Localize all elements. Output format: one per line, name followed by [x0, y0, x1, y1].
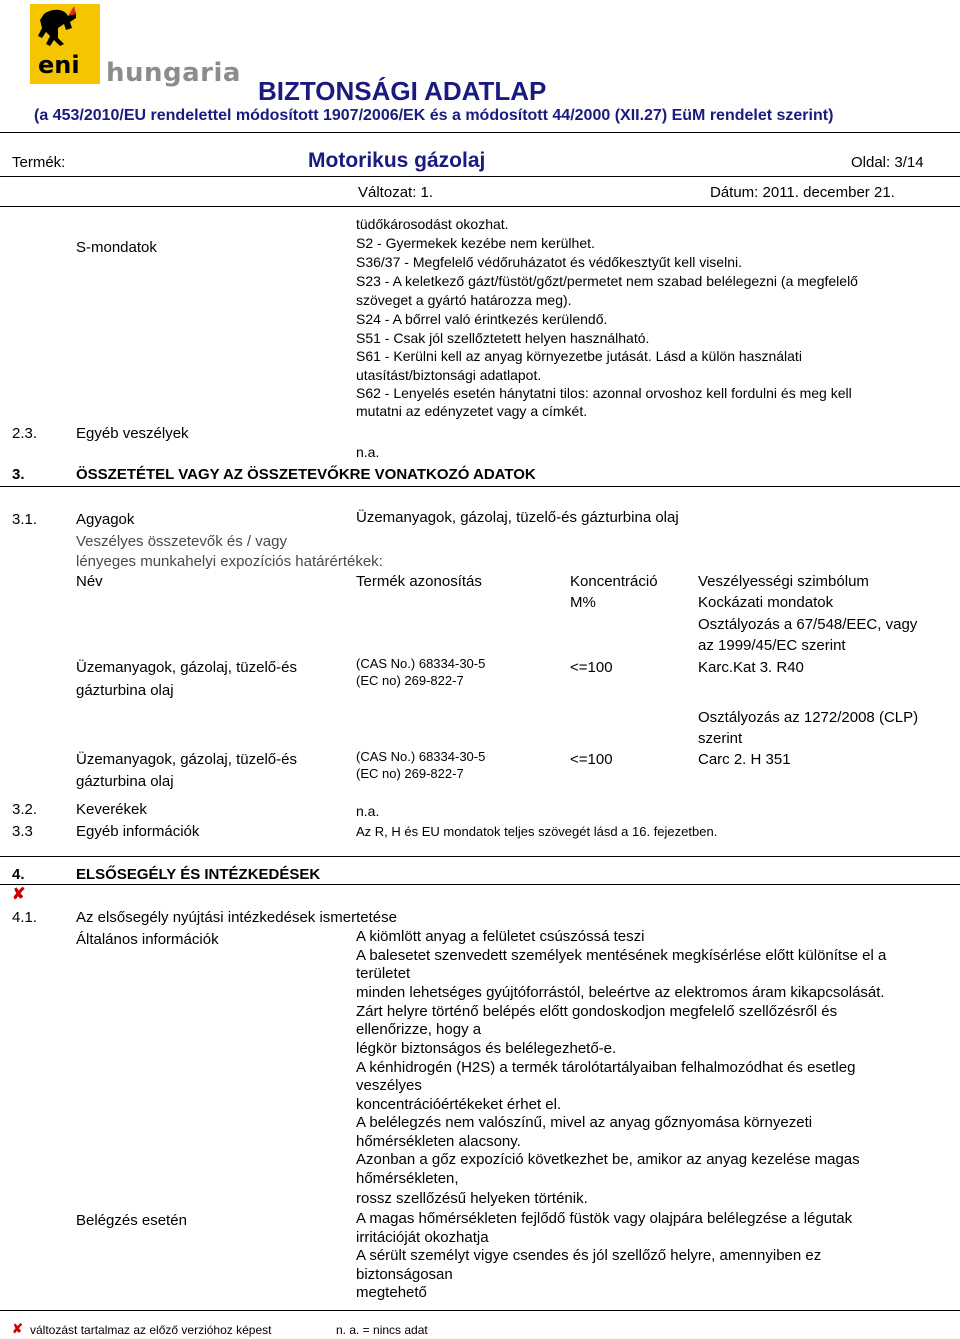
section-4-number: 4.: [12, 866, 25, 883]
footer-change-note: változást tartalmaz az előző verzióhoz képest: [30, 1323, 272, 1337]
general-info-line: hőmérsékleten alacsony.: [356, 1133, 521, 1150]
change-mark-icon: ✘: [12, 886, 26, 903]
section-4-rule-bottom: [0, 884, 960, 885]
concentration-value: <=100: [570, 751, 613, 768]
general-info-line: A kiömlött anyag a felületet csúszóssá teszi: [356, 928, 645, 945]
classification-clp-header: szerint: [698, 730, 743, 747]
eni-wordmark: eni: [38, 51, 80, 79]
section-4-rule-top: [0, 856, 960, 857]
s-phrase-line: S62 - Lenyelés esetén hánytatni tilos: azonnal orvoshoz kell fordulni és meg kell: [356, 385, 852, 401]
inhalation-line: biztonságosan: [356, 1266, 453, 1283]
s-phrases-label: S-mondatok: [76, 239, 157, 256]
other-hazards-label: Egyéb veszélyek: [76, 425, 189, 442]
eni-logo-mark: [30, 4, 100, 84]
product-label: Termék:: [12, 154, 66, 171]
s-phrase-line: tüdőkárosodást okozhat.: [356, 216, 509, 232]
section-4-title: ELSŐSEGÉLY ÉS INTÉZKEDÉSEK: [76, 866, 321, 883]
other-info-label: Egyéb információk: [76, 823, 200, 840]
concentration-value: <=100: [570, 659, 613, 676]
general-info-line: koncentrációértékeket érhet el.: [356, 1096, 562, 1113]
footer-change-mark-icon: ✘: [12, 1321, 23, 1336]
cas-number: (CAS No.) 68334-30-5: [356, 656, 486, 671]
inhalation-line: A magas hőmérsékleten fejlődő füstök vagy olajpára belélegzése a légutak: [356, 1210, 853, 1227]
section-3-number: 3.: [12, 466, 25, 483]
general-info-line: A kénhidrogén (H2S) a termék tárolótartályaiban felhalmozódhat és esetleg: [356, 1059, 856, 1076]
first-aid-measures-label: Az elsősegély nyújtási intézkedések ismertetése: [76, 909, 397, 926]
section-3-2-number: 3.2.: [12, 801, 38, 818]
general-info-label: Általános információk: [76, 931, 219, 948]
general-info-line: A balesetet szenvedett személyek mentésének megkísérlése előtt különítse el a: [356, 947, 887, 964]
substance-name: gázturbina olaj: [76, 682, 174, 699]
substance-name: Üzemanyagok, gázolaj, tüzelő-és: [76, 751, 297, 768]
cas-number: (CAS No.) 68334-30-5: [356, 749, 486, 764]
header-rule-top: [0, 132, 960, 133]
general-info-line: A belélegzés nem valószínű, mivel az anyag gőznyomása környezeti: [356, 1114, 813, 1131]
s-phrase-line: S24 - A bőrrel való érintkezés kerülendő.: [356, 311, 608, 327]
general-info-line: ellenőrizze, hogy a: [356, 1021, 482, 1038]
classification-value: Karc.Kat 3. R40: [698, 659, 804, 676]
column-header-name: Név: [76, 573, 103, 590]
s-phrase-line: mutatni az edényzetet vagy a címkét.: [356, 403, 588, 419]
ec-number: (EC no) 269-822-7: [356, 766, 464, 781]
header-rule-middle: [0, 176, 960, 177]
column-header-risk-phrases: Kockázati mondatok: [698, 594, 834, 611]
inhalation-line: irritációját okozhatja: [356, 1229, 489, 1246]
s-phrase-line: S61 - Kerülni kell az anyag környezetbe jutását. Lásd a külön használati: [356, 348, 802, 364]
footer-na-note: n. a. = nincs adat: [336, 1323, 428, 1337]
section-3-1-number: 3.1.: [12, 511, 38, 528]
mixtures-label: Keverékek: [76, 801, 147, 818]
substance-name: Üzemanyagok, gázolaj, tüzelő-és: [76, 659, 297, 676]
footer-rule: [0, 1310, 960, 1311]
date-label: Dátum: 2011. december 21.: [710, 184, 895, 201]
inhalation-label: Belégzés esetén: [76, 1212, 187, 1229]
ec-number: (EC no) 269-822-7: [356, 673, 464, 688]
section-3-3-number: 3.3: [12, 823, 33, 840]
substances-value: Üzemanyagok, gázolaj, tüzelő-és gázturbina olaj: [356, 509, 679, 526]
classification-clp-header: Osztályozás az 1272/2008 (CLP): [698, 709, 919, 726]
product-name: Motorikus gázolaj: [308, 149, 486, 172]
column-header-concentration-unit: M%: [570, 594, 596, 611]
general-info-line: minden lehetséges gyújtóforrástól, beleértve az elektromos áram kikapcsolását.: [356, 984, 885, 1001]
section-3-rule: [0, 486, 960, 487]
general-info-line: veszélyes: [356, 1077, 422, 1094]
document-title: BIZTONSÁGI ADATLAP: [258, 76, 547, 106]
section-4-1-number: 4.1.: [12, 909, 38, 926]
section-2-3-number: 2.3.: [12, 425, 38, 442]
logo-hungaria-text: hungaria: [106, 58, 241, 88]
s-phrase-line: S2 - Gyermekek kezébe nem kerülhet.: [356, 235, 595, 251]
regulation-subtitle: (a 453/2010/EU rendelettel módosított 1907/2006/EK és a módosított 44/2000 (XII.27) EüM rendelet szerint): [34, 107, 834, 124]
eni-hungaria-logo: [30, 4, 241, 98]
mixtures-value: n.a.: [356, 803, 380, 819]
hazard-intro-line: Veszélyes összetevők és / vagy: [76, 533, 287, 550]
column-header-identifier: Termék azonosítás: [356, 573, 482, 590]
version-label: Változat: 1.: [358, 184, 434, 201]
general-info-line: légkör biztonságos és belélegezhető-e.: [356, 1040, 617, 1057]
substances-label: Agyagok: [76, 511, 135, 528]
other-hazards-value: n.a.: [356, 444, 380, 460]
inhalation-line: megtehető: [356, 1284, 427, 1301]
hazard-intro-line: lényeges munkahelyi expozíciós határértékek:: [76, 553, 383, 570]
s-phrase-line: utasítást/biztonsági adatlapot.: [356, 367, 542, 383]
s-phrase-line: S51 - Csak jól szellőztetett helyen használható.: [356, 330, 650, 346]
general-info-line: hőmérsékleten,: [356, 1170, 459, 1187]
inhalation-line: A sérült személyt vigye csendes és jól szellőző helyre, amennyiben ez: [356, 1247, 822, 1264]
classification-eec-header: Osztályozás a 67/548/EEC, vagy: [698, 616, 918, 633]
classification-eec-header: az 1999/45/EC szerint: [698, 637, 846, 654]
general-info-line: rossz szellőzésű helyeken történik.: [356, 1190, 588, 1207]
general-info-line: területet: [356, 965, 411, 982]
s-phrase-line: S23 - A keletkező gázt/füstöt/gőzt/permetet nem szabad belélegezni (a megfelelő: [356, 273, 858, 289]
substance-name: gázturbina olaj: [76, 773, 174, 790]
page-number: Oldal: 3/14: [851, 154, 924, 171]
s-phrase-line: S36/37 - Megfelelő védőruházatot és védőkesztyűt kell viselni.: [356, 254, 742, 270]
general-info-line: Zárt helyre történő belépés előtt gondoskodjon megfelelő szellőzésről és: [356, 1003, 838, 1020]
general-info-line: Azonban a gőz expozíció következhet be, amikor az anyag kezelése magas: [356, 1151, 860, 1168]
other-info-value: Az R, H és EU mondatok teljes szövegét lásd a 16. fejezetben.: [356, 824, 718, 839]
header-rule-bottom: [0, 206, 960, 207]
s-phrase-line: szöveget a gyártó határozza meg).: [356, 292, 572, 308]
column-header-concentration: Koncentráció: [570, 573, 658, 590]
section-3-title: ÖSSZETÉTEL VAGY AZ ÖSSZETEVŐKRE VONATKOZÓ ADATOK: [76, 466, 536, 483]
classification-value: Carc 2. H 351: [698, 751, 791, 768]
column-header-hazard-symbol: Veszélyességi szimbólum: [698, 573, 869, 590]
